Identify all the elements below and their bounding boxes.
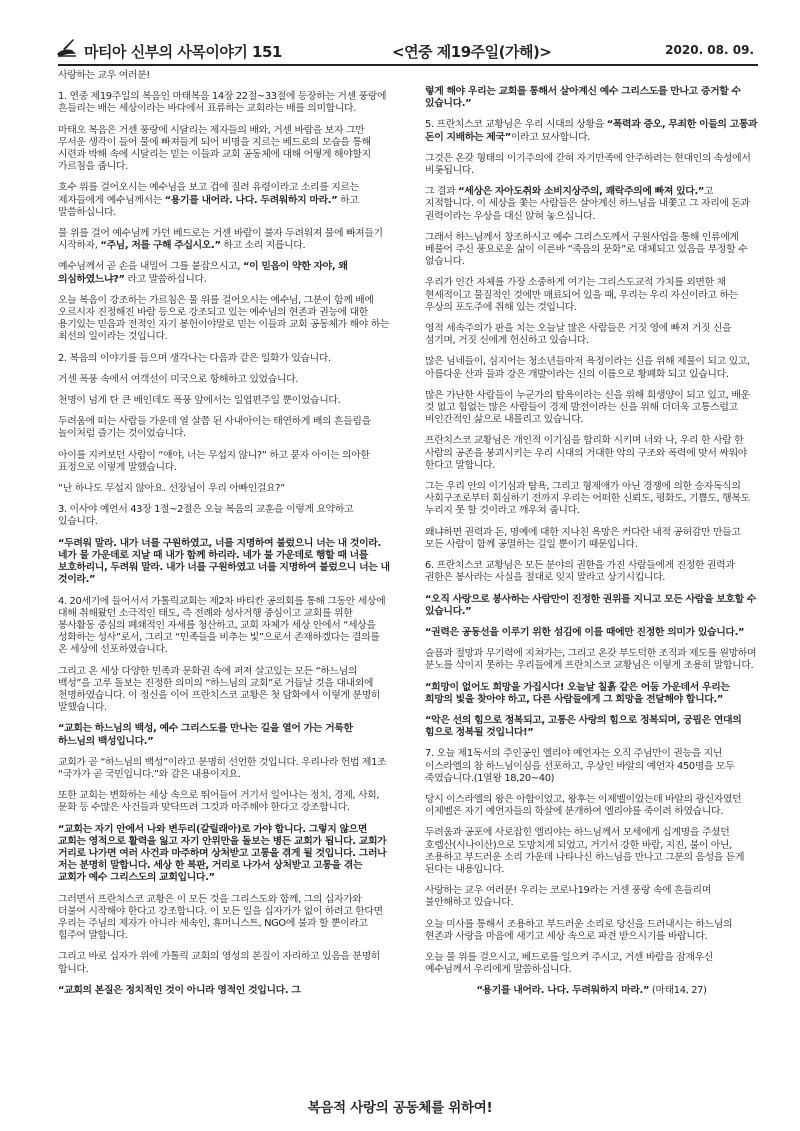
paragraph: 프란치스코 교황님은 개인적 이기심을 합리화 시키며 너와 나, 우리 한 사람 한 사람의 공존을 붕괴시키는 우리 시대의 거대한 악의 구조와 폭력에 맞서 싸워야 한다고 말합니다. (425, 435, 747, 471)
paragraph: 7. 오늘 제1독서의 주인공인 엘리야 예언자는 오직 주님만이 권능을 지닌 이스라엘의 참 하느님이심을 선포하고, 우상인 바알의 예언자 450명을 모두 죽였습니다.(1열왕 18,20~40) (425, 748, 735, 784)
paragraph: 오늘 복음이 강조하는 가르침은 물 위를 걸어오시는 예수님, 그분이 함께 배에 오르시자 진정해진 바람 등으로 강조되고 있는 예수님의 현존과 권능에 대한 용기있는 믿음과 전적인 자기 봉헌이야말로 믿는 이들과 교회 공동체가 해야 하는 최선의 일이라는 것입니다. (58, 294, 390, 343)
right-column (425, 86, 758, 1007)
paragraph: 그것은 온갖 형태의 이기주의에 갇혀 자기만족에 안주하려는 현대인의 속성에서 비롯됩니다. (425, 152, 751, 177)
papal-quote: “오직 사랑으로 봉사하는 사람만이 진정한 권위를 지니고 모든 사람을 보호할 수 있습니다.” (425, 593, 757, 617)
paragraph: 왜냐하면 권력과 돈, 명예에 대한 지나친 욕망은 커다란 내적 공허감만 만들고 모든 사람이 함께 공멸하는 길일 뿐이기 때문입니다. (425, 526, 741, 550)
papal-quote: 렇게 해야 우리는 교회를 통해서 살아계신 예수 그리스도를 만나고 증거할 수 있습니다.” (425, 86, 741, 110)
paragraph: 그리고 바로 십자가 위에 가톨릭 교회의 영성의 본질이 자리하고 있음을 분명히 합니다. (58, 951, 380, 975)
footer-motto: 복음적 사랑의 공동체를 위하여! (307, 1100, 493, 1116)
greeting: 사랑하는 교우 여러분! (58, 70, 150, 81)
paragraph: 영적 세속주의가 판을 치는 오늘날 많은 사람들은 거짓 영에 빠져 거짓 신을 섬기며, 거짓 신에게 헌신하고 있습니다. (425, 323, 732, 347)
paragraph: 그는 우리 안의 이기심과 탐욕, 그리고 형제애가 아닌 경쟁에 의한 승자독식의 사회구조로부터 회심하기 전까지 우리는 어떠한 신뢰도, 평화도, 기쁨도, 행복도 누리지 못 할 것이라고 깨우쳐 줍니다. (425, 481, 750, 517)
closing-verse: “용기를 내어라. 나다. 두려워하지 마라.” (마태14, 27) (476, 985, 707, 997)
paragraph: 그 결과 “세상은 자아도취와 소비지상주의, 쾌락주의에 빠져 있다.”고 지적합니다. 이 세상을 쫓는 사람들은 살아계신 하느님을 내쫓고 그 자리에 돈과 권력이라는 우상을 대신 앉혀 놓으십니다. (425, 186, 750, 222)
paragraph: 슬픔과 절망과 무기력에 지쳐가는, 그리고 온갖 부도덕한 조직과 제도를 원망하며 분노를 삭이지 못하는 우리들에게 프란치스코 교황님은 이렇게 조용히 말합니다. (425, 648, 757, 672)
paragraph: 두려움과 공포에 사로잡힌 엘리야는 하느님께서 모세에게 십계명을 주셨던 호렙산(시나이산)으로 도망치게 되었고, 거기서 강한 바람, 지진, 불이 아닌, 조용하고 부드러운 소리 가운데 나타나신 하느님을 만나고 그분의 음성을 듣게 된다는 내용입니다. (425, 827, 745, 875)
paragraph: 그러면서 프란치스코 교황은 이 모든 것을 그리스도와 함께, 그의 십자가와 더불어 시작해야 한다고 강조합니다. 이 모든 일을 십자가가 없이 하려고 한다면 우리는 주님의 제자가 아니라 세속인, 휴머니스트, NGO에 불과 할 뿐이라고 힘주어 말합니다. (58, 893, 383, 942)
papal-quote: “교회는 자기 안에서 나와 변두리(갈릴래아)로 가야 합니다. 그렇지 않으면 교회는 영적으로 활력을 잃고 자기 안위만을 돌보는 병든 교회가 됩니다. 교회가 거리로 나가면 여러 사건과 마주하며 상처받고 고통을 겪게 될 것입니다. 그러나 저는 분명히 말합니다. 세상 한 복판, 거리로 나가서 상처받고 고통을 겪는 교회가 예수 그리스도의 교회입니다.” (58, 823, 387, 884)
paragraph: 5. 프란치스코 교황님은 우리 시대의 상황을 “폭력과 증오, 무죄한 이들의 고통과 돈이 지배하는 제국”이라고 묘사합니다. (425, 119, 758, 143)
page-header (58, 40, 758, 66)
paragraph: 오늘 미사를 통해서 조용하고 부드러운 소리로 당신을 드러내시는 하느님의 현존과 사랑을 마음에 새기고 세상 속으로 파견 받으시기를 바랍니다. (425, 918, 733, 942)
papal-quote: “권력은 공동선을 이루기 위한 섬김에 이를 때에만 진정한 의미가 있습니다.” (425, 626, 745, 638)
paragraph: 호수 위를 걸어오시는 예수님을 보고 겁에 질려 유령이라고 소리를 지르는 제자들에게 예수님께서는 “용기를 내어라. 나다. 두려워하지 마라.” 하고 말씀하십니다. (58, 182, 359, 218)
liturgical-subtitle: <연중 제19주일(가해)> (392, 43, 552, 61)
paragraph: 사랑하는 교우 여러분! 우리는 코로나19라는 거센 풍랑 속에 흔들리며 불안해하고 있습니다. (425, 885, 711, 909)
column-title: 마티아 신부의 사목이야기 151 (84, 43, 282, 61)
paragraph: 예수님께서 곧 손을 내밀어 그를 붙잡으시고, “이 믿음이 약한 자야, 왜 의심하였느냐?” 라고 말씀하십니다. (58, 261, 348, 285)
scripture-quote: “두려워 말라. 내가 너를 구원하였고, 너를 지명하여 불렀으니 너는 내 것이라. 네가 물 가운데로 지날 때 내가 함께 하리라. 네가 불 가운데로 행할 때 너를 보호하리니, 두려워 말라. 내가 너를 구원하였고 너를 지명하여 불렀으니 너는 내 것이라.” (58, 537, 390, 586)
publication-date: 2020. 08. 09. (665, 43, 754, 57)
paragraph: 천명이 넘게 탄 큰 배인데도 폭풍 앞에서는 일엽편주일 뿐이었습니다. (58, 395, 341, 407)
paragraph: 마태오 복음은 거센 풍랑에 시달리는 제자들의 배와, 거센 바람을 보자 그만 무서운 생각이 들어 물에 빠져들게 되어 비명을 지르는 베드로의 모습을 통해 시련과 박해 속에 시달리는 믿는 이들과 교회 공동체에 대해 어떻게 해야할지 가르침을 줍니다. (58, 124, 371, 173)
paragraph: 많은 가난한 사람들이 누군가의 탐욕이라는 신을 위해 희생양이 되고 있고, 배운 것 없고 힘없는 많은 사람들이 경제 발전이라는 신을 위해 더더욱 고통스럽고 비인간적인 삶으로 내몰리고 있습니다. (425, 389, 750, 426)
paragraph: “난 하나도 무섭지 않아요. 선장님이 우리 아빠인걸요?” (58, 483, 285, 495)
paragraph: 1. 연중 제19주일의 복음인 마태복음 14장 22절~33절에 등장하는 거센 풍랑에 흔들리는 배는 세상이라는 바다에서 표류하는 교회라는 배를 의미합니다. (58, 91, 387, 115)
paragraph: 우리가 인간 자체를 가장 소중하게 여기는 그리스도교적 가치를 외면한 채 현세적이고 물질적인 것에만 매료되어 있을 때, 우리는 우리 자신이라고 하는 우상의 포도주에 취해 있는 것입니다. (425, 277, 738, 313)
paragraph: 물 위를 걸어 예수님께 가던 베드로는 거센 바람이 불자 두려워져 물에 빠져들기 시작하자, “주님, 저를 구해 주십시오.” 하고 소리 지릅니다. (58, 228, 383, 252)
papal-quote: “희망이 없어도 희망을 가집시다! 오늘날 칠흙 같은 어둠 가운데서 우리는 희망의 빛을 찾아야 하고, 다른 사람들에게 그 희망을 전달해야 합니다.” (425, 681, 730, 705)
paragraph: 거센 폭풍 속에서 여객선이 미국으로 항해하고 있었습니다. (58, 373, 299, 385)
paragraph: 당시 이스라엘의 왕은 아합이었고, 왕후는 이제벨이었는데 바알의 광신자였던 이제벨은 자기 예언자들의 학살에 분개하여 엘리야를 죽이려 하였습니다. (425, 793, 742, 818)
paragraph: 3. 이사야 예언서 43장 1절~2절은 오늘 복음의 교훈을 이렇게 요약하고 있습니다. (58, 504, 354, 528)
paragraph: 교회가 곧 “하느님의 백성”이라고 분명히 선언한 것입니다. 우리나라 헌법 제1조 “국가가 곧 국민입니다.”와 같은 내용이지요. (58, 756, 387, 780)
left-column (58, 70, 391, 1006)
scroll-quill-icon (54, 36, 80, 62)
paragraph: 2. 복음의 이야기를 들으며 생각나는 다음과 같은 일화가 있습니다. (58, 352, 331, 364)
paragraph: 또한 교회는 변화하는 세상 속으로 뛰어들어 거기서 일어나는 정치, 경제, 사회, 문화 등 수많은 사건들과 맞닥뜨려 그것과 마주해야 한다고 강조합니다. (58, 790, 380, 814)
paragraph: 아이를 지켜보던 사람이 “얘야, 너는 무섭지 않니?” 하고 묻자 아이는 의아한 표정으로 이렇게 말했습니다. (58, 449, 370, 473)
paragraph: 그리고 온 세상 다양한 민족과 문화권 속에 퍼져 살고있는 모든 “하느님의 백성”을 고루 돌보는 진정한 의미의 “하느님의 교회”로 거듭날 것을 대내외에 천명하였습니다. 이 정신을 이어 프란치스코 교황은 첫 담화에서 이렇게 분명히 말했습니다. (58, 665, 380, 714)
paragraph: 두려움에 떠는 사람들 가운데 열 살쯤 된 사내아이는 태연하게 배의 흔들림을 놀이처럼 즐기는 것이었습니다. (58, 416, 371, 440)
papal-quote: “교회는 하느님의 백성, 예수 그리스도를 만나는 길을 열어 가는 거룩한 하느님의 백성입니다.” (58, 723, 353, 747)
paragraph: 6. 프란치스코 교황님은 모든 분야의 권한을 가진 사람들에게 진정한 권력과 권한은 봉사라는 사실을 절대로 잊지 말라고 상기시킵니다. (425, 560, 735, 584)
papal-quote: “교회의 본질은 정치적인 것이 아니라 영적인 것입니다. 그 (58, 984, 301, 996)
papal-quote: “악은 선의 힘으로 정복되고, 고통은 사랑의 힘으로 정복되며, 궁핍은 연대의 힘으로 정복될 것입니다!” (425, 714, 742, 739)
paragraph: 그래서 하느님께서 창조하시고 예수 그리스도께서 구원사업을 통해 인류에게 베풀어 주신 풍요로운 삶이 이른바 “죽음의 문화”로 대체되고 있음을 부정할 수 없습니다. (425, 231, 748, 268)
paragraph: 4. 20세기에 들어서서 가톨릭교회는 제2차 바티칸 공의회를 통해 그동안 세상에 대해 취해왔던 소극적인 태도, 즉 전례와 성사거행 중심이고 교회를 위한 봉사활동 중심의 폐쇄적인 자세를 청산하고, 교회 자체가 세상 안에서 “세상을 성화하는 성사”로서, 그리고 “민족들을 비추는 빛”으로서 존재하겠다는 결의를 온 세상에 선포하였습니다. (58, 595, 386, 656)
paragraph: 많은 님네들이, 심지어는 청소년들마저 욕정이라는 신을 위해 제물이 되고 있고, 아름다운 산과 들과 강은 개발이라는 신의 이름으로 황폐화 되고 있습니다. (425, 356, 750, 380)
paragraph: 오늘 물 위를 걸으시고, 베드로를 일으켜 주시고, 거센 바람을 잠재우신 예수님께서 우리에게 말씀하십니다. (425, 951, 713, 976)
